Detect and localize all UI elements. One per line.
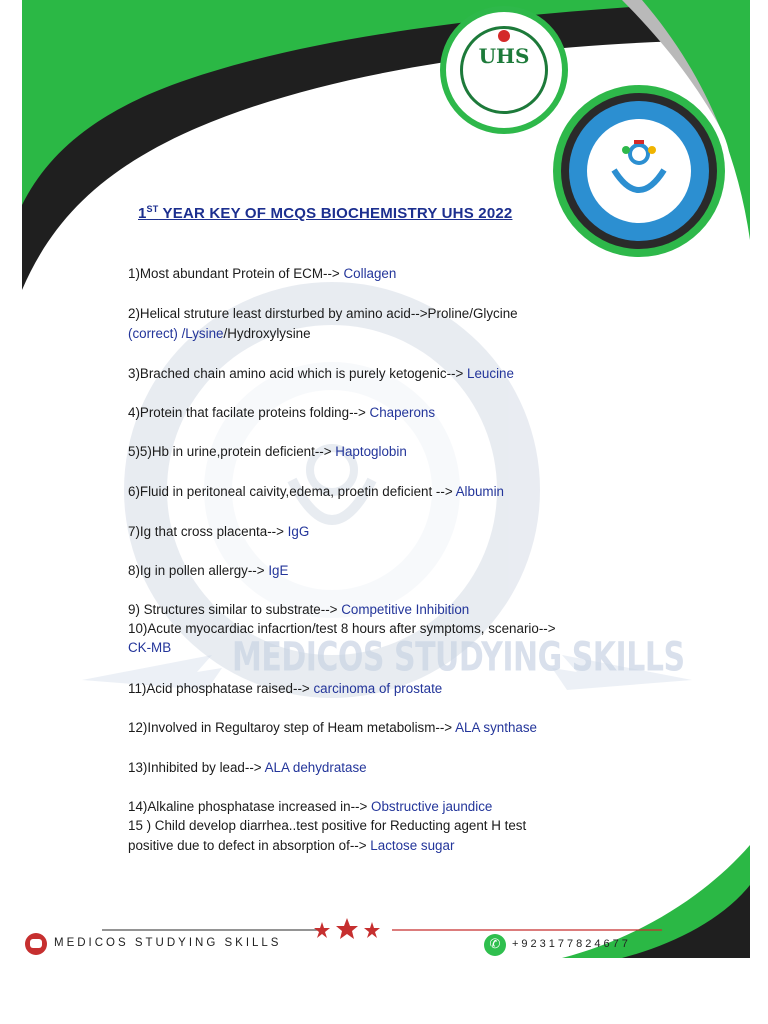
youtube-icon — [25, 933, 47, 955]
watermark-banner: MEDICOS STUDYING SKILLS — [232, 633, 685, 682]
uhs-logo-monogram: UHS — [478, 44, 530, 68]
star-icon — [314, 922, 330, 938]
mcq-item-3: 3)Brached chain amino acid which is purely ketogenic--> Leucine — [128, 366, 514, 381]
mcq-item-15-cont: positive due to defect in absorption of--> Lactose sugar — [128, 838, 455, 853]
mcq-item-2: 2)Helical struture least dirsturbed by amino acid-->Proline/Glycine — [128, 306, 518, 321]
whatsapp-icon: ✆ — [484, 934, 506, 956]
star-icon — [336, 918, 358, 939]
mcq-item-4: 4)Protein that facilate proteins folding--> Chaperons — [128, 405, 436, 420]
mcq-item-14: 14)Alkaline phosphatase increased in--> Obstructive jaundice — [128, 799, 493, 814]
mcq-item-7: 7)Ig that cross placenta--> IgG — [128, 524, 310, 539]
mcq-item-8: 8)Ig in pollen allergy--> IgE — [128, 563, 289, 578]
mcq-item-9: 9) Structures similar to substrate--> Competitive Inhibition — [128, 602, 470, 617]
page-title: 1ST YEAR KEY OF MCQS BIOCHEMISTRY UHS 2022 — [138, 204, 513, 222]
mcq-item-6: 6)Fluid in peritoneal caivity,edema, proetin deficient --> Albumin — [128, 484, 504, 499]
mcq-item-10-cont: CK-MB — [128, 640, 172, 655]
mcq-item-11: 11)Acid phosphatase raised--> carcinoma of prostate — [128, 681, 443, 696]
mcq-item-15: 15 ) Child develop diarrhea..test positive for Reducting agent H test — [128, 818, 527, 833]
footer-phone: +923177824677 — [512, 938, 631, 950]
mcq-item-10: 10)Acute myocardiac infacrtion/test 8 hours after symptoms, scenario--> — [128, 621, 556, 636]
document-page — [22, 0, 750, 958]
mcq-item-1: 1)Most abundant Protein of ECM--> Collagen — [128, 266, 397, 281]
medicos-studying-skills-logo — [530, 78, 748, 264]
mcq-item-2-cont: (correct) /Lysine/Hydroxylysine — [128, 326, 311, 341]
mcq-item-12: 12)Involved in Regultaroy step of Heam metabolism--> ALA synthase — [128, 720, 538, 735]
mcq-item-5: 5)5)Hb in urine,protein deficient--> Haptoglobin — [128, 444, 407, 459]
crescent-icon — [498, 30, 510, 42]
stars-divider — [312, 918, 382, 942]
star-icon — [364, 922, 380, 938]
mcq-item-13: 13)Inhibited by lead--> ALA dehydratase — [128, 760, 367, 775]
footer-brand: MEDICOS STUDYING SKILLS — [54, 937, 282, 949]
